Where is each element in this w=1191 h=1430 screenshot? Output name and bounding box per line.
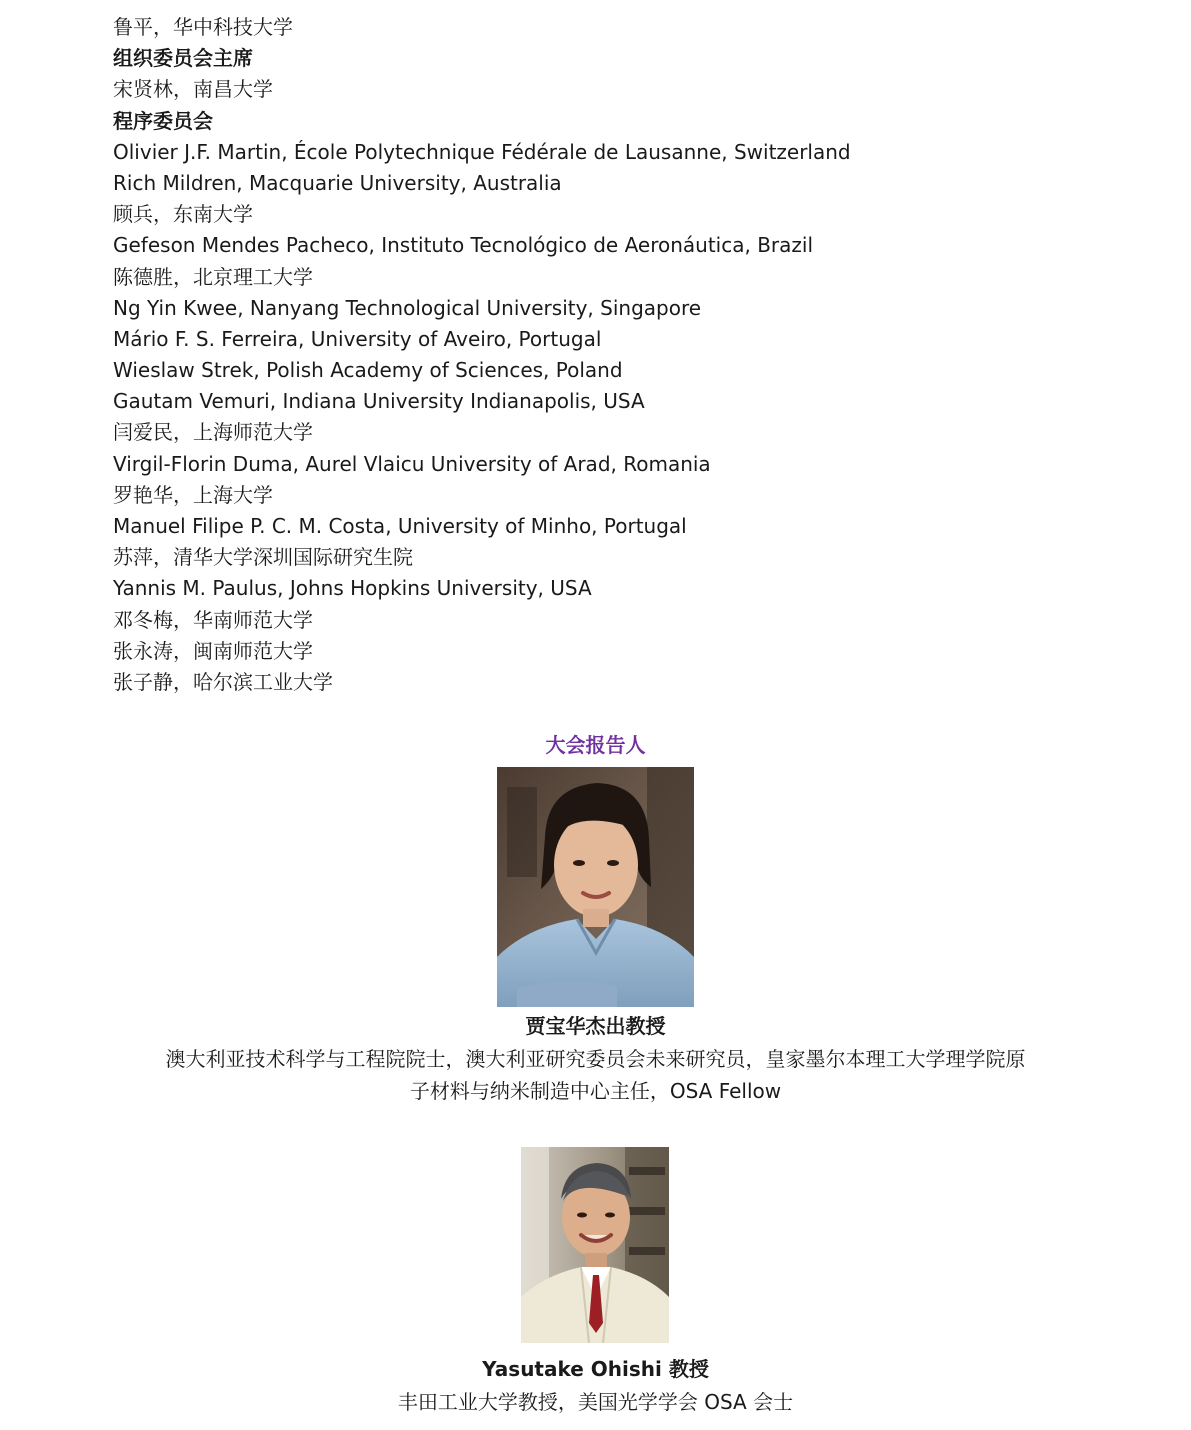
committee-member: 陈德胜，北京理工大学: [113, 264, 313, 289]
committee-member: 顾兵，东南大学: [113, 202, 253, 227]
committee-member: 罗艳华，上海大学: [113, 482, 273, 507]
speaker-2-name: Yasutake Ohishi 教授: [482, 1357, 709, 1381]
speaker-2-description: [0, 1386, 1191, 1418]
committee-member: Virgil-Florin Duma, Aurel Vlaicu University of Arad, Romania: [113, 451, 711, 476]
committee-member: 张永涛，闽南师范大学: [113, 638, 313, 663]
committee-member: Rich Mildren, Macquarie University, Australia: [113, 170, 562, 195]
committee-member: 闫爱民，上海师范大学: [113, 420, 313, 445]
committee-member: Gefeson Mendes Pacheco, Instituto Tecnológico de Aeronáutica, Brazil: [113, 233, 813, 258]
committee-member: Wieslaw Strek, Polish Academy of Sciences, Poland: [113, 358, 623, 383]
committee-member: Gautam Vemuri, Indiana University Indianapolis, USA: [113, 389, 645, 414]
speaker-1-photo: [497, 767, 694, 1007]
committee-line: 鲁平，华中科技大学: [113, 15, 293, 39]
committee-line: 宋贤林，南昌大学: [113, 77, 273, 102]
speaker-1-description-line: 澳大利亚技术科学与工程院院士，澳大利亚研究委员会未来研究员，皇家墨尔本理工大学理学院原: [165, 1047, 1026, 1071]
committee-member: Yannis M. Paulus, Johns Hopkins University, USA: [113, 576, 592, 601]
committee-member: Mário F. S. Ferreira, University of Aveiro, Portugal: [113, 326, 602, 351]
committee-member: 苏萍，清华大学深圳国际研究生院: [113, 545, 413, 570]
program-committee-heading: 程序委员会: [113, 108, 213, 133]
committee-member: 邓冬梅，华南师范大学: [113, 607, 313, 632]
committee-member: Olivier J.F. Martin, École Polytechnique Fédérale de Lausanne, Switzerland: [113, 139, 851, 164]
committee-member: Manuel Filipe P. C. M. Costa, University of Minho, Portugal: [113, 514, 687, 538]
speaker-2-photo: [521, 1147, 669, 1343]
committee-member: 张子静，哈尔滨工业大学: [113, 669, 333, 694]
speaker-1-description-line: 子材料与纳米制造中心主任，OSA Fellow: [409, 1079, 782, 1103]
organizing-committee-chair-heading: 组织委员会主席: [113, 46, 253, 71]
committee-member: Ng Yin Kwee, Nanyang Technological University, Singapore: [113, 295, 702, 320]
plenary-speakers-title: 大会报告人: [545, 733, 646, 757]
speaker-1-description: [110, 1043, 1081, 1107]
speaker-2-description-line: 丰田工业大学教授，美国光学学会 OSA 会士: [397, 1390, 794, 1414]
committee-list: [113, 12, 1113, 698]
speaker-1-name: 贾宝华杰出教授: [525, 1014, 666, 1038]
